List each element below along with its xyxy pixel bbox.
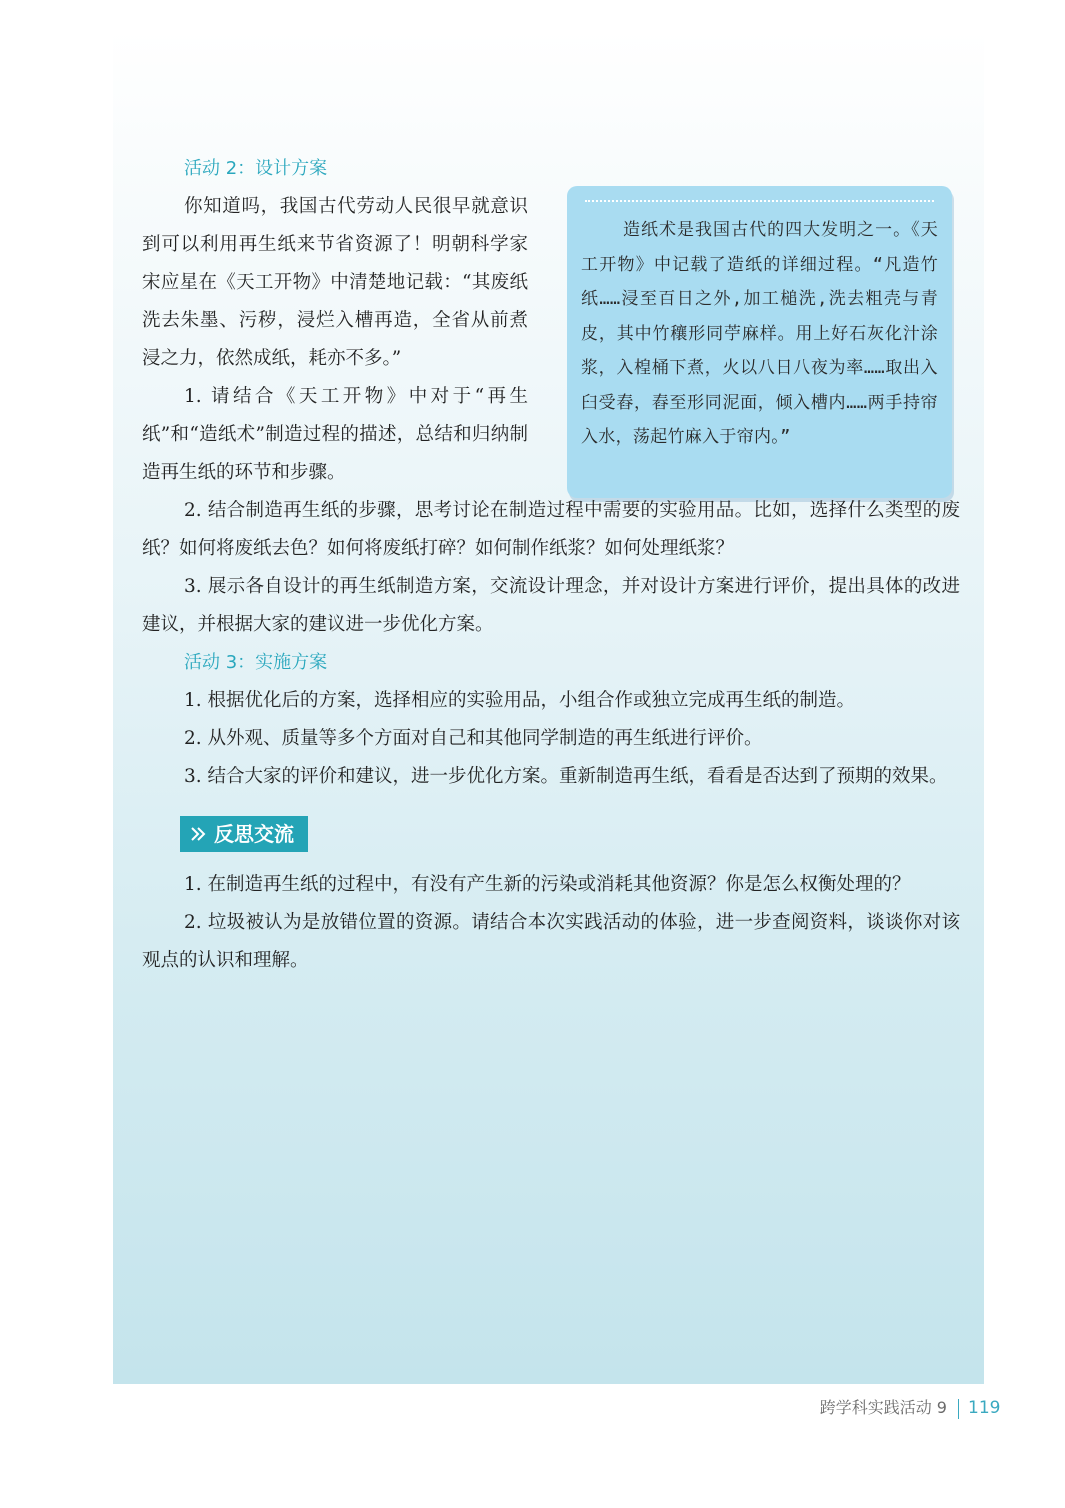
page-footer bbox=[0, 1394, 1065, 1424]
double-chevron-right-icon bbox=[190, 816, 208, 852]
activity-2-item-2: 2. 结合制造再生纸的步骤，思考讨论在制造过程中需要的实验用品。比如，选择什么类型的废纸？如何将废纸去色？如何将废纸打碎？如何制作纸浆？如何处理纸浆？ bbox=[142, 500, 960, 559]
page-content bbox=[142, 150, 960, 980]
activity-3-item-3: 3. 结合大家的评价和建议，进一步优化方案。重新制造再生纸，看看是否达到了预期的效果。 bbox=[184, 766, 948, 787]
footer-divider bbox=[958, 1399, 959, 1419]
activity-3-item-2: 2. 从外观、质量等多个方面对自己和其他同学制造的再生纸进行评价。 bbox=[184, 728, 763, 749]
activity-2-item-1: 1. 请结合《天工开物》中对于“再生纸”和“造纸术”制造过程的描述，总结和归纳制造再生纸的环节和步骤。 bbox=[142, 386, 528, 483]
activity-2-intro: 你知道吗，我国古代劳动人民很早就意识到可以利用再生纸来节省资源了！明朝科学家宋应星在《天工开物》中清楚地记载：“其废纸洗去朱墨、污秽，浸烂入槽再造，全省从前煮浸之力，依然成纸，耗亦不多。” bbox=[142, 196, 528, 369]
page-number: 119 bbox=[968, 1398, 1001, 1418]
activity-2-item-3: 3. 展示各自设计的再生纸制造方案，交流设计理念，并对设计方案进行评价，提出具体的改进建议，并根据大家的建议进一步优化方案。 bbox=[142, 576, 960, 635]
callout-text: 造纸术是我国古代的四大发明之一。《天工开物》中记载了造纸的详细过程。“凡造竹纸……浸至百日之外,加工槌洗,洗去粗壳与青皮，其中竹穰形同苧麻样。用上好石灰化汁涂浆，入楻桶下煮，火以八日八夜为率……取出入臼受舂，舂至形同泥面，倾入槽内……两手持帘入水，荡起竹麻入于帘内。” bbox=[581, 220, 938, 447]
footer-section-title: 跨学科实践活动 9 bbox=[819, 1398, 947, 1417]
reflection-section-badge bbox=[180, 816, 308, 852]
reflection-item-2: 2. 垃圾被认为是放错位置的资源。请结合本次实践活动的体验，进一步查阅资料，谈谈你对该观点的认识和理解。 bbox=[142, 912, 960, 971]
reflection-item-1: 1. 在制造再生纸的过程中，有没有产生新的污染或消耗其他资源？你是怎么权衡处理的？ bbox=[184, 874, 911, 895]
reflection-badge-label: 反思交流 bbox=[214, 822, 294, 846]
activity-3-item-1: 1. 根据优化后的方案，选择相应的实验用品，小组合作或独立完成再生纸的制造。 bbox=[184, 690, 856, 711]
activity-3-heading: 活动 3：实施方案 bbox=[184, 652, 328, 673]
activity-2-heading: 活动 2：设计方案 bbox=[184, 158, 328, 179]
